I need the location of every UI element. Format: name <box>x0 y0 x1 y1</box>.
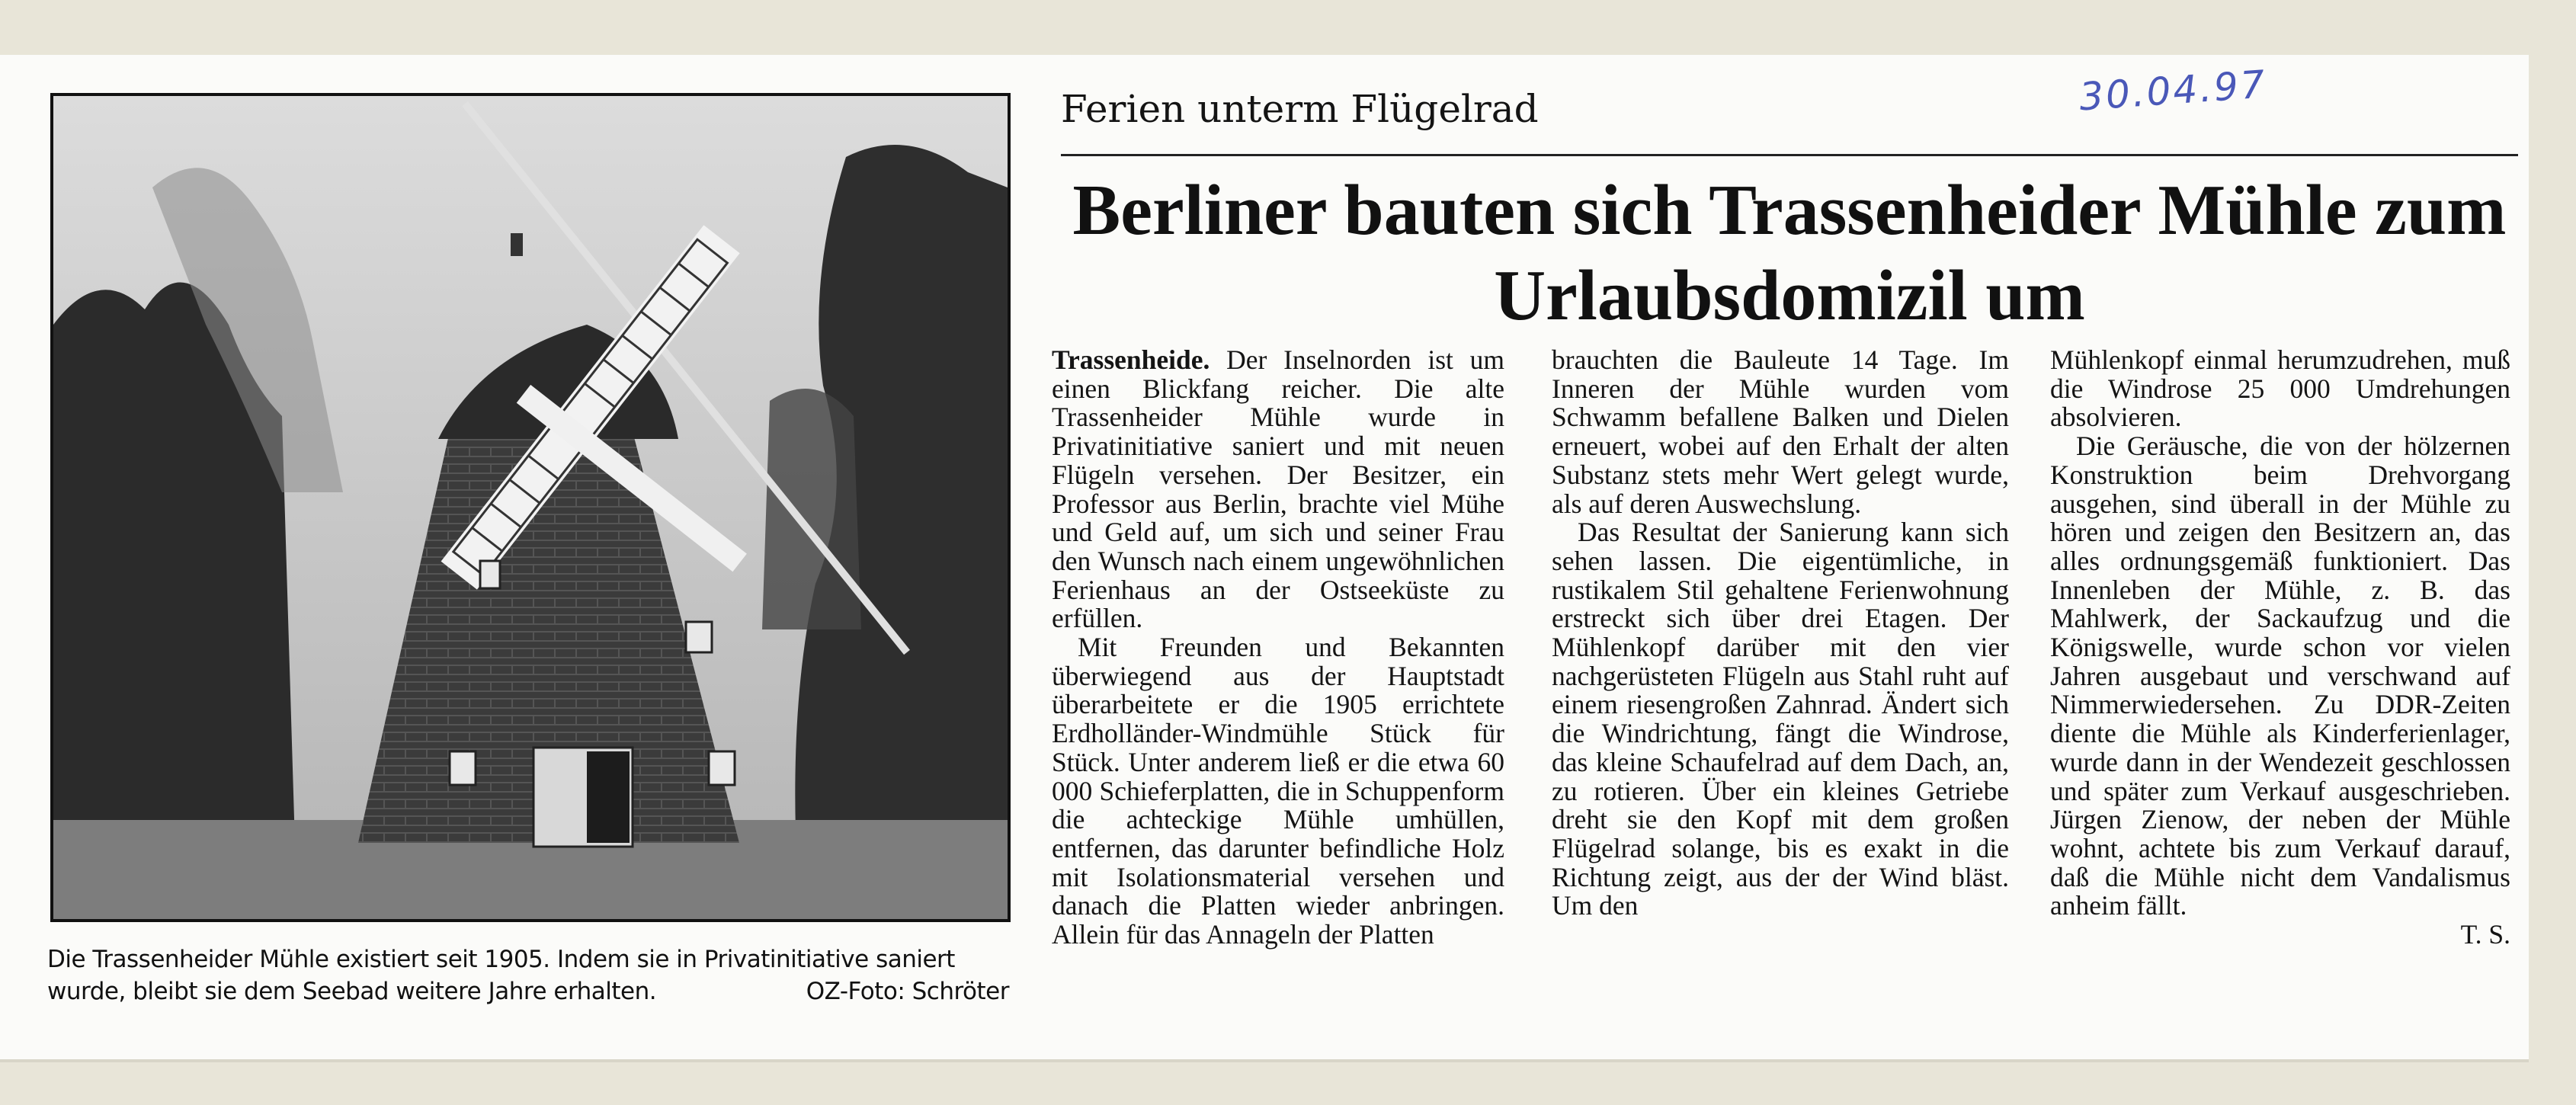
article-column-2 <box>1552 346 2009 921</box>
windmill-illustration <box>53 96 1008 919</box>
dateline: Trassenheide. <box>1052 344 1210 375</box>
article-headline: Berliner bauten sich Trassenheider Mühle zum Urlaubsdomizil um <box>1072 171 2507 335</box>
paragraph-3-continued: Mühlenkopf einmal herumzudrehen, muß die Windrose 25 000 Umdrehungen absolvieren. <box>2050 344 2510 433</box>
paragraph-4: Die Geräusche, die von der hölzernen Konstruktion beim Drehvorgang ausgehen, sind überall in der Mühle zu hören und zeigen den Besitzern an, das alles ordnungsgemäß funktioniert. Das Innenleben der Mühle, z. B. das Mahlwerk, der Sackaufzug und die Königswelle, wurde schon vor vielen Jahren ausgebaut und verschwand auf Nimmerwiedersehen. Zu DDR-Zeiten diente die Mühle als Kinderferienlager, wurde dann in der Wendezeit geschlossen und später zum Verkauf ausgeschrieben. Jürgen Zienow, der neben der Mühle wohnt, achtete bis zum Verkauf darauf, daß die Mühle nicht dem Vandalismus anheim fällt. <box>2050 431 2510 921</box>
newspaper-clipping <box>0 55 2529 1062</box>
kicker-rule <box>1061 154 2518 156</box>
photo-caption <box>47 943 1009 1007</box>
caption-text-1: Die Trassenheider Mühle existiert seit 1905. Indem sie in Privatinitiative saniert <box>47 946 955 973</box>
handwritten-date: 30.04.97 <box>2078 62 2269 120</box>
article-column-3 <box>2050 346 2510 950</box>
caption-line-1 <box>47 943 1009 975</box>
author-signature: T. S. <box>2460 919 2510 950</box>
windmill-photo <box>50 93 1011 922</box>
article-column-1 <box>1052 346 1504 950</box>
article-kicker: Ferien unterm Flügelrad <box>1061 87 1539 131</box>
paragraph-2-continued: brauchten die Bauleute 14 Tage. Im Inneren der Mühle wurden vom Schwamm befallene Balken und Dielen erneuert, wobei auf den Erhalt der alten Substanz stets mehr Wert gelegt wurde, als auf deren Auswechslung. <box>1552 344 2009 519</box>
photo-credit: OZ-Foto: Schröter <box>806 978 1009 1005</box>
paragraph-2: Mit Freunden und Bekannten überwiegend aus der Hauptstadt überarbeitete er die 1905 errichtete Erdholländer-Windmühle Stück für Stück. Unter anderem ließ er die etwa 60 000 Schieferplatten, die in Schuppenform die achteckige Mühle umhüllen, entfernen, das darunter befindliche Holz mit Isolationsmaterial versehen und danach die Platten wieder anbringen. Allein für das Annageln der Platten <box>1052 632 1504 950</box>
caption-text-2: wurde, bleibt sie dem Seebad weitere Jahre erhalten. <box>47 978 657 1005</box>
paragraph-1: Der Inselnorden ist um einen Blickfang reicher. Die alte Trassenheider Mühle wurde in Privatinitiative saniert und mit neuen Flügeln versehen. Der Besitzer, ein Professor aus Berlin, brachte viel Mühe und Geld auf, um sich und seiner Frau den Wunsch nach einem ungewöhnlichen Ferienhaus an der Ostseeküste zu erfüllen. <box>1052 344 1504 634</box>
caption-line-2 <box>47 975 1009 1007</box>
paragraph-3: Das Resultat der Sanierung kann sich sehen lassen. Die eigentümliche, in rustikalem Stil gehaltene Ferienwohnung erstreckt sich über drei Etagen. Der Mühlenkopf darüber mit den vier nachgerüsteten Flügeln aus Stahl ruht auf einem riesengroßen Zahnrad. Ändert sich die Windrichtung, fängt die Windrose, das kleine Schaufelrad auf dem Dach, an, zu rotieren. Über ein kleines Getriebe dreht sie den Kopf mit dem großen Flügelrad solange, bis es exakt in die Richtung zeigt, aus der der Wind bläst. Um den <box>1552 517 2009 921</box>
